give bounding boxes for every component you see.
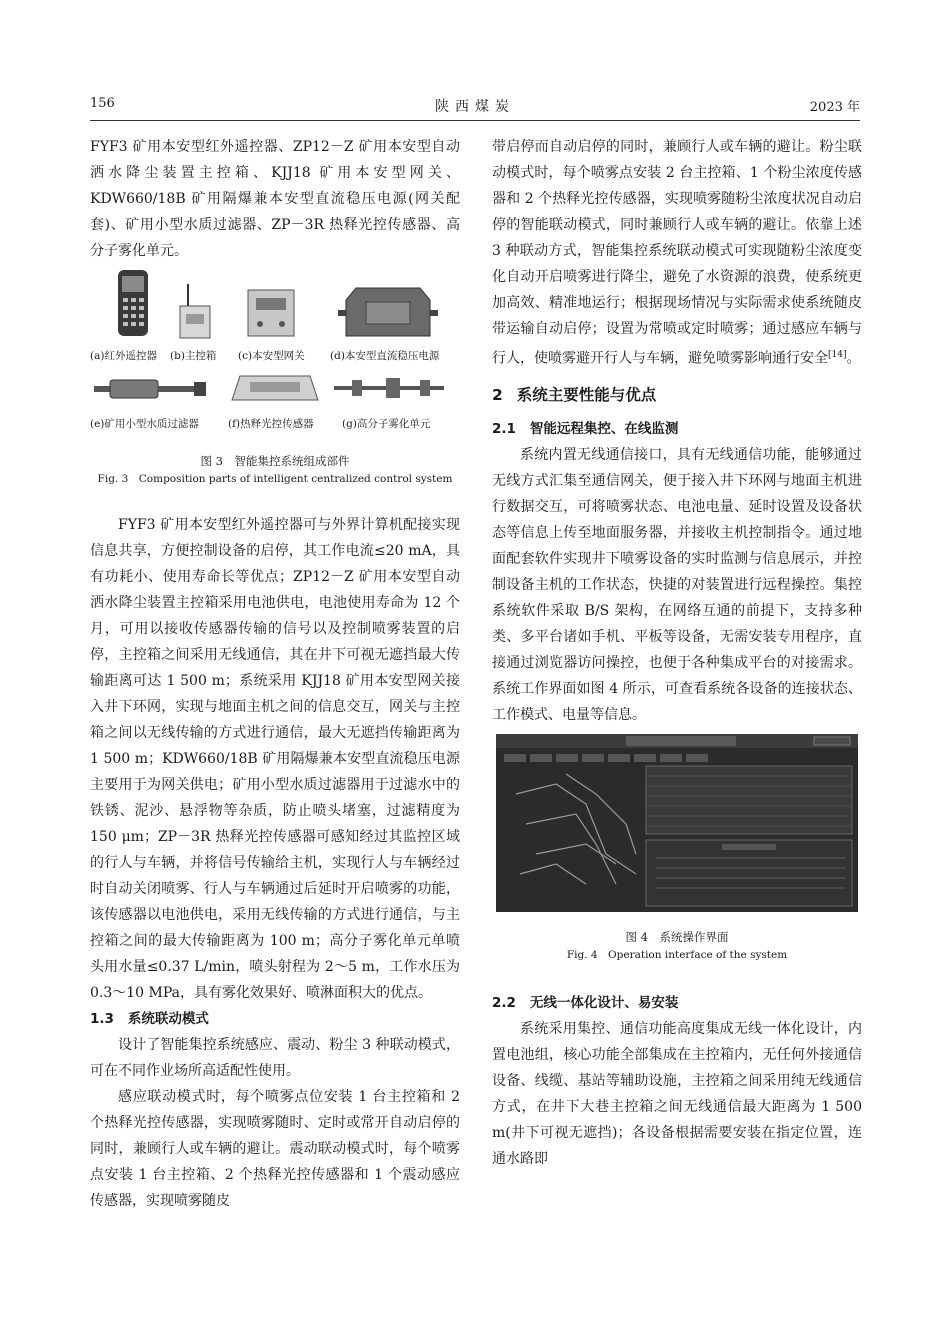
- section-2-2-number: 2.2: [492, 994, 516, 1011]
- journal-name: 陕西煤炭: [435, 99, 515, 115]
- figure-4-caption-cn: 图 4 系统操作界面: [625, 929, 729, 944]
- linkage-intro-paragraph: 设计了智能集控系统感应、震动、粉尘 3 种联动模式，可在不同作业场所高适配性使用。: [90, 1037, 460, 1079]
- pyroelectric-sensor-image: [232, 376, 318, 400]
- linkage-continued-text: 带启停而自动启停的同时，兼顾行人或车辆的避让。粉尘联动模式时，每个喷雾点安装 2 台主控箱、1 个粉尘浓度传感器和 2 个热释光控传感器，实现喷雾随粉尘浓度状况自动启停的智能联动模式，同时兼顾行人或车辆的避让。依靠上述 3 种联动方式，智能集控系统联动模式可实现随粉尘浓度变化自动开启喷雾进行降尘，避免了水资源的浪费，使系统更加高效、精准地运行；根据现场情况与实际需求使系统随皮带运输自动启停；设置为常喷或定时喷雾；通过感应车辆与行人，使喷雾避开行人与车辆，避免喷雾影响通行安全: [492, 139, 862, 367]
- intro-paragraph: FYF3 矿用本安型红外遥控器、ZP12－Z 矿用本安型自动洒水降尘装置主控箱、KJJ18 矿用本安型网关、KDW660/18B 矿用隔爆兼本安型直流稳压电源(网关配套)、矿用小型水质过滤器、ZP－3R 热释光控传感器、高分子雾化单元。: [90, 139, 460, 259]
- power-supply-image: [338, 288, 438, 336]
- section-2-2-heading: [492, 990, 862, 1016]
- page-number: 156: [90, 96, 115, 111]
- section-2-1-paragraph: 系统内置无线通信接口，具有无线通信功能，能够通过无线方式汇集至通信网关，便于接入井下环网与地面主机进行数据交互，可将喷雾状态、电池电量、延时设置及设备状态等信息上传至地面服务器，并接收主机控制指令。通过地面配套软件实现井下喷雾设备的实时监测与信息展示，并控制设备主机的工作状态，快捷的对装置进行远程操控。集控系统软件采取 B/S 架构，在网络互通的前提下，支持多种类、多平台诸如手机、平板等设备，无需安装专用程序，直接通过浏览器访问操控，也便于各种集成平台的对接需求。系统工作界面如图 4 所示，可查看系统各设备的连接状态、工作模式、电量等信息。: [492, 446, 862, 723]
- linkage-continued-paragraph: [492, 134, 862, 372]
- section-2-number: 2: [492, 385, 503, 404]
- figure-3-label-b: (b)主控箱: [170, 350, 217, 362]
- water-filter-image: [94, 380, 206, 398]
- section-2-heading: [492, 382, 862, 408]
- header-rule: [90, 120, 860, 121]
- components-paragraph: FYF3 矿用本安型红外遥控器可与外界计算机配接实现信息共享，方便控制设备的启停，其工作电流≤20 mA，具有功耗小、使用寿命长等优点；ZP12－Z 矿用本安型自动洒水降尘装置主控箱采用电池供电，电池使用寿命为 12 个月，可用以接收传感器传输的信号以及控制喷雾装置的启停，主控箱之间采用无线通信，其在井下可视无遮挡最大传输距离可达 1 500 m；系统采用 KJJ18 矿用本安型网关接入井下环网，实现与地面主机之间的信息交互，网关与主控箱之间以无线传输的方式进行通信，最大无遮挡传输距离为 1 500 m；KDW660/18B 矿用隔爆兼本安型直流稳压电源主要用于为网关供电；矿用小型水质过滤器用于过滤水中的铁锈、泥沙、悬浮物等杂质，防止喷头堵塞，过滤精度为 150 μm；ZP－3R 热释光控传感器可感知经过其监控区域的行人与车辆，并将信号传输给主机，实现行人与车辆经过时自动关闭喷雾、行人与车辆通过后延时开启喷雾的功能，该传感器以电池供电，采用无线传输的方式进行通信，与主控箱之间的最大传输距离为 100 m；高分子雾化单元单喷头用水量≤0.37 L/min，喷头射程为 2～5 m，工作水压为 0.3～10 MPa，具有雾化效果好、喷淋面积大的优点。: [90, 517, 460, 1001]
- induction-mode-paragraph: 感应联动模式时，每个喷雾点位安装 1 台主控箱和 2 个热释光控传感器，实现喷雾随时、定时或常开自动启停的同时，兼顾行人或车辆的避让。震动联动模式时，每个喷雾点安装 1 台主控箱、2 个热释光控传感器和 1 个震动感应传感器，实现喷雾随皮: [90, 1089, 460, 1209]
- section-1-3-title: 系统联动模式: [127, 1011, 209, 1027]
- section-2-1-number: 2.1: [492, 420, 516, 437]
- publication-year: 2023 年: [809, 100, 860, 115]
- section-1-3-heading: [90, 1006, 460, 1032]
- figure-3-caption-en: Fig. 3 Composition parts of intelligent centralized control system: [97, 473, 453, 485]
- operation-interface-image: [496, 734, 858, 912]
- figure-3-devices-row1: [90, 270, 460, 346]
- atomizer-unit-image: [334, 378, 444, 398]
- right-column: [492, 134, 862, 1172]
- figure-3-label-f: (f)热释光控传感器: [228, 418, 314, 430]
- section-1-3-number: 1.3: [90, 1011, 114, 1027]
- section-2-title: 系统主要性能与优点: [516, 385, 657, 404]
- figure-3-label-c: (c)本安型网关: [238, 350, 305, 362]
- section-2-2-paragraph: 系统采用集控、通信功能高度集成无线一体化设计，内置电池组，核心功能全部集成在主控箱内，无任何外接通信设备、线缆、基站等辅助设施，主控箱之间采用纯无线通信方式，在井下大巷主控箱之间无线通信最大距离为 1 500 m(井下可视无遮挡)；各设备根据需要安装在指定位置，连通水路即: [492, 1020, 862, 1167]
- figure-3-label-a: (a)红外遥控器: [90, 350, 157, 362]
- left-column: [90, 134, 460, 1214]
- main-control-box-image: [180, 284, 210, 338]
- gateway-image: [248, 290, 294, 336]
- figure-3-caption-cn: 图 3 智能集控系统组成部件: [200, 454, 350, 468]
- figure-3-label-e: (e)矿用小型水质过滤器: [90, 418, 199, 430]
- figure-3-devices-row2: [90, 370, 460, 406]
- section-2-1-heading: [492, 416, 862, 442]
- section-2-2-title: 无线一体化设计、易安装: [529, 994, 679, 1011]
- page-header: [90, 96, 860, 118]
- figure-3-label-d: (d)本安型直流稳压电源: [330, 350, 440, 362]
- figure-3: [90, 270, 460, 438]
- figure-3-label-g: (g)高分子雾化单元: [342, 418, 431, 430]
- reference-14: [14]: [828, 350, 847, 360]
- linkage-continued-end: 。: [846, 350, 861, 367]
- infrared-remote-image: [118, 270, 148, 336]
- section-2-1-title: 智能远程集控、在线监测: [529, 420, 679, 437]
- figure-4-screenshot: [496, 734, 858, 912]
- figure-4-caption-en: Fig. 4 Operation interface of the system: [566, 948, 788, 961]
